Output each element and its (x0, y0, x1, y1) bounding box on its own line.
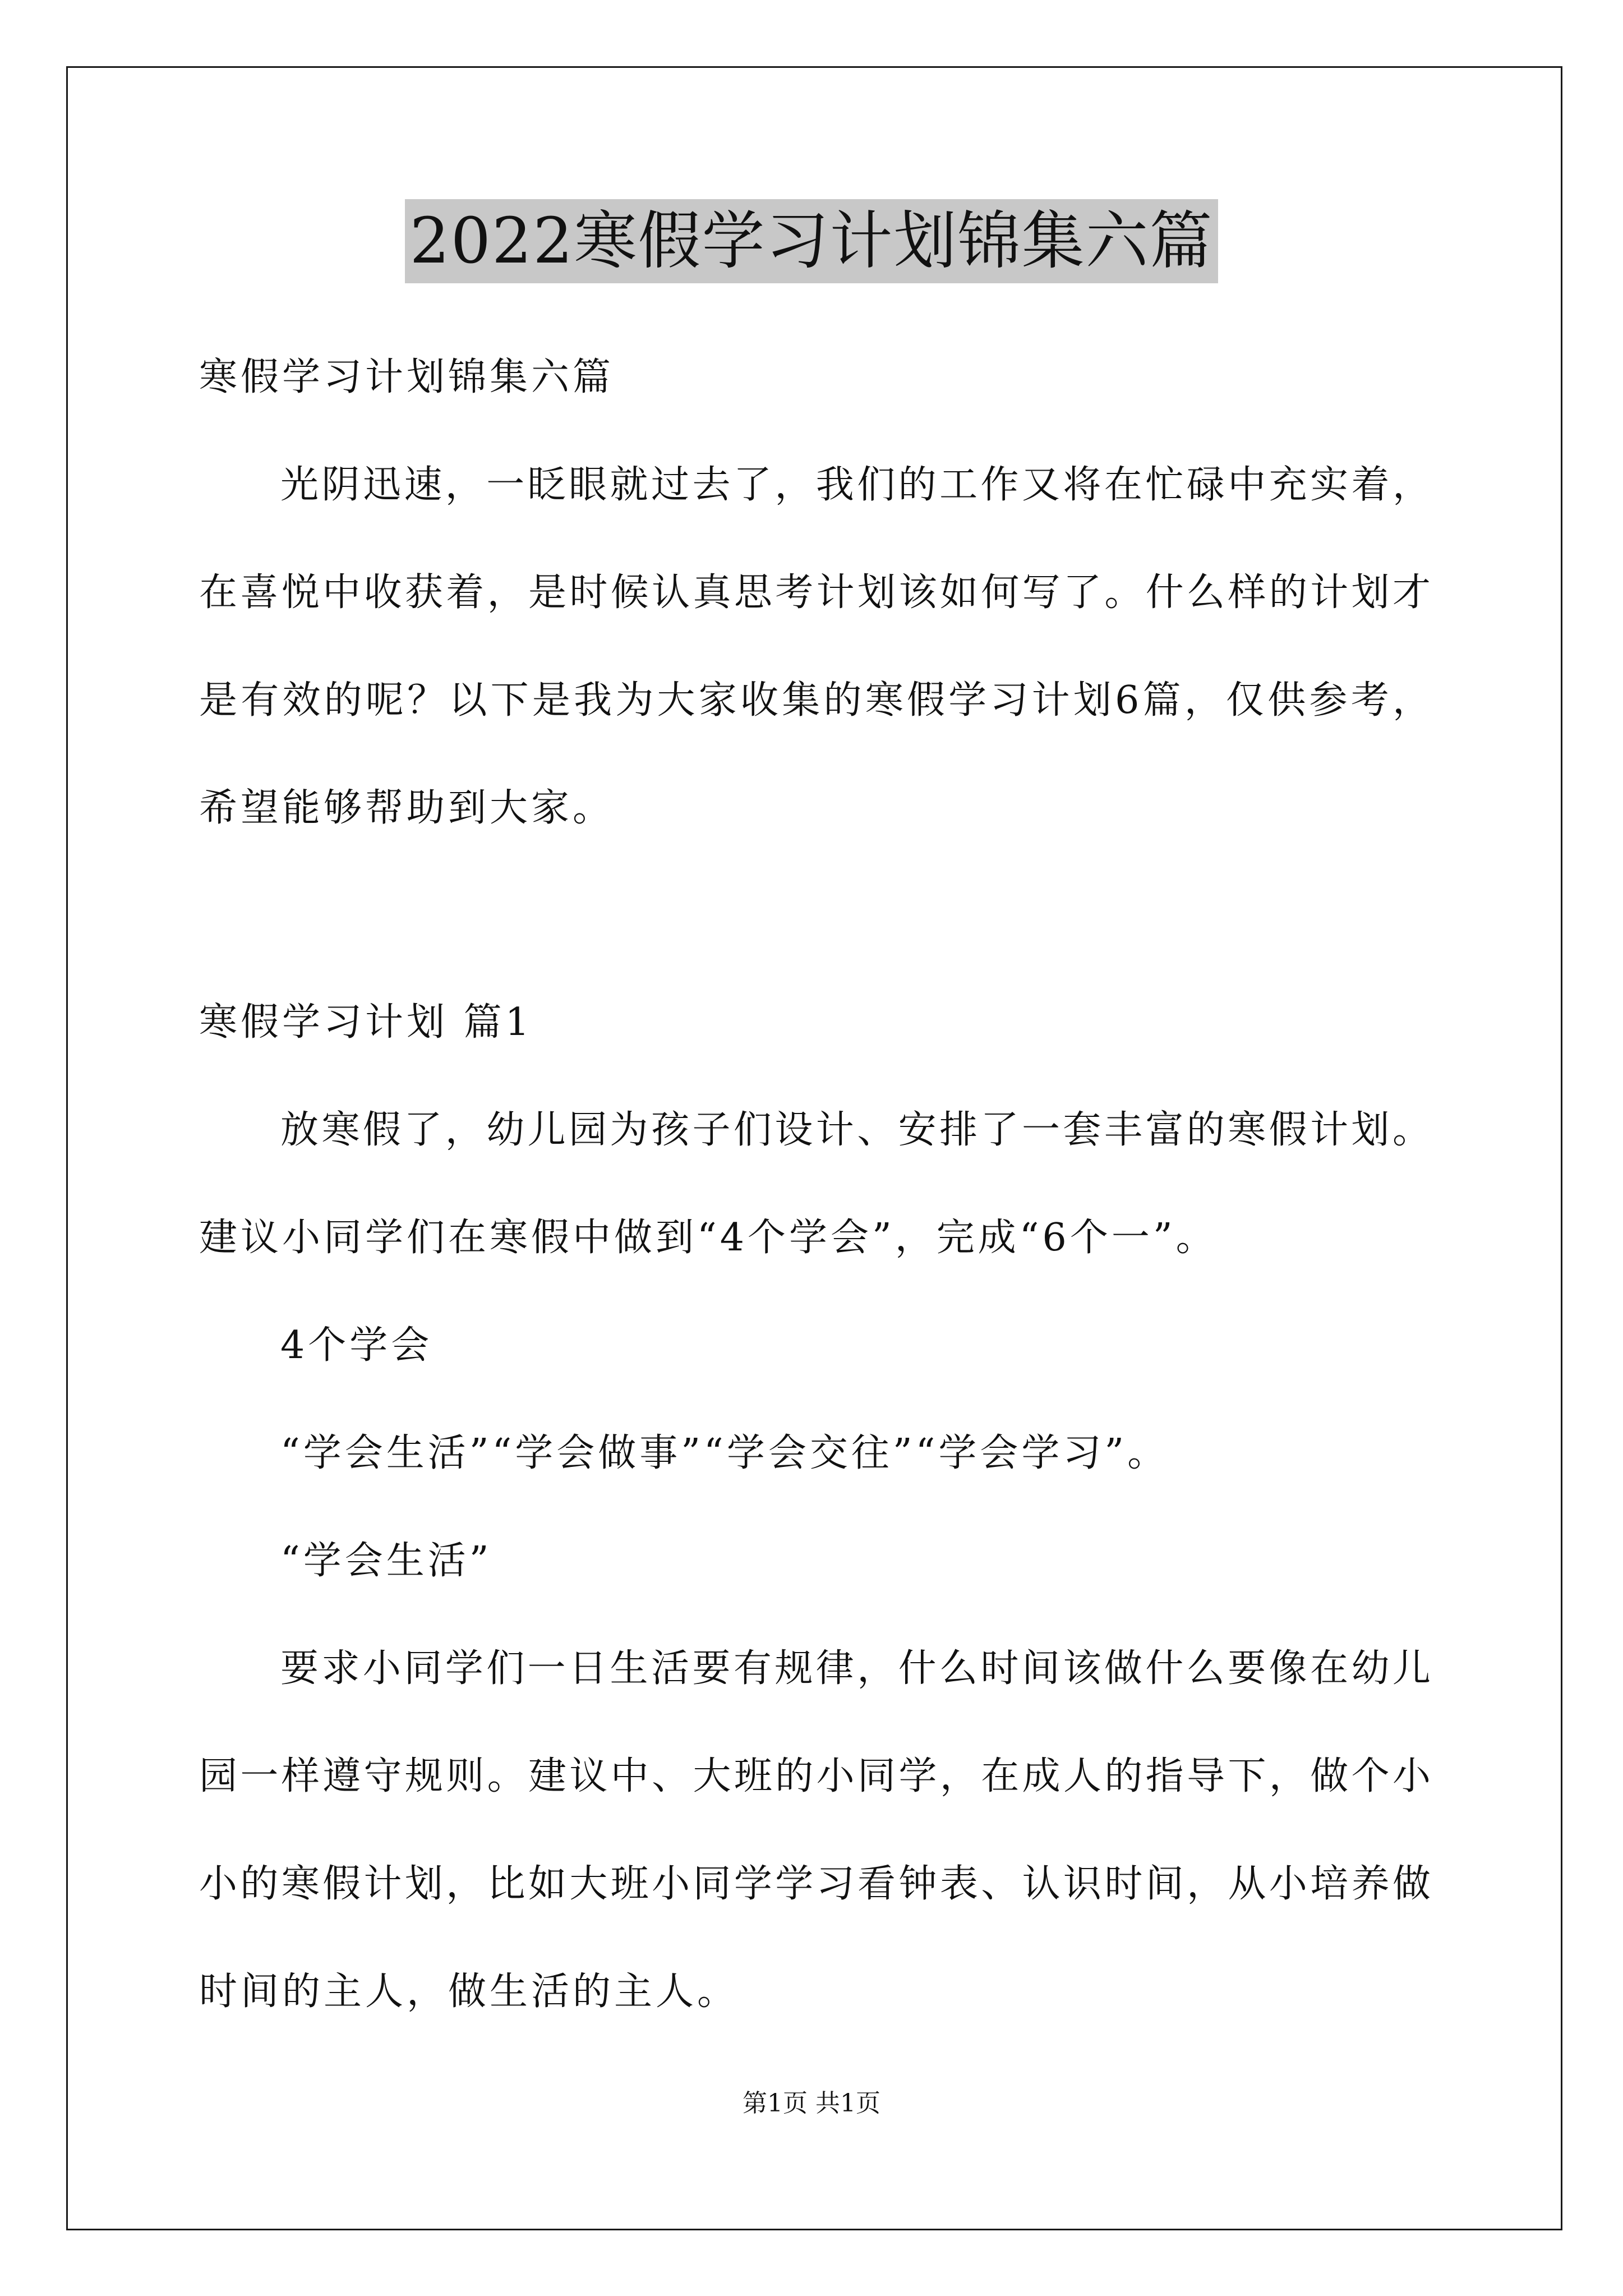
section-para1-line-1: 放寒假了，幼儿园为孩子们设计、安排了一套丰富的寒假计划。 (280, 1108, 1433, 1152)
page-footer: 第1页 共1页 (743, 2089, 880, 2118)
intro-line-1: 光阴迅速，一眨眼就过去了，我们的工作又将在忙碌中充实着， (280, 463, 1433, 507)
skills-list: “学会生活”“学会做事”“学会交往”“学会学习”。 (280, 1431, 1169, 1475)
section-para2-line-4: 时间的主人，做生活的主人。 (199, 1970, 739, 2014)
section-para1-line-2: 建议小同学们在寒假中做到“4个学会”，完成“6个一”。 (199, 1216, 1218, 1260)
intro-line-3: 是有效的呢？以下是我为大家收集的寒假学习计划6篇，仅供参考， (199, 678, 1433, 723)
section-para2-line-2: 园一样遵守规则。建议中、大班的小同学，在成人的指导下，做个小 (199, 1754, 1433, 1798)
document-subtitle: 寒假学习计划锦集六篇 (199, 355, 615, 399)
title-container (0, 199, 1623, 283)
four-skills-heading: 4个学会 (280, 1323, 433, 1368)
section-para2-line-3: 小的寒假计划，比如大班小同学学习看钟表、认识时间，从小培养做 (199, 1862, 1433, 1906)
intro-line-2: 在喜悦中收获着，是时候认真思考计划该如何写了。什么样的计划才 (199, 570, 1433, 615)
intro-line-4: 希望能够帮助到大家。 (199, 786, 615, 830)
learn-life-heading: “学会生活” (280, 1539, 492, 1583)
section-heading: 寒假学习计划 篇1 (199, 1000, 533, 1045)
document-title: 2022寒假学习计划锦集六篇 (405, 199, 1218, 283)
section-para2-line-1: 要求小同学们一日生活要有规律，什么时间该做什么要像在幼儿 (280, 1646, 1433, 1691)
